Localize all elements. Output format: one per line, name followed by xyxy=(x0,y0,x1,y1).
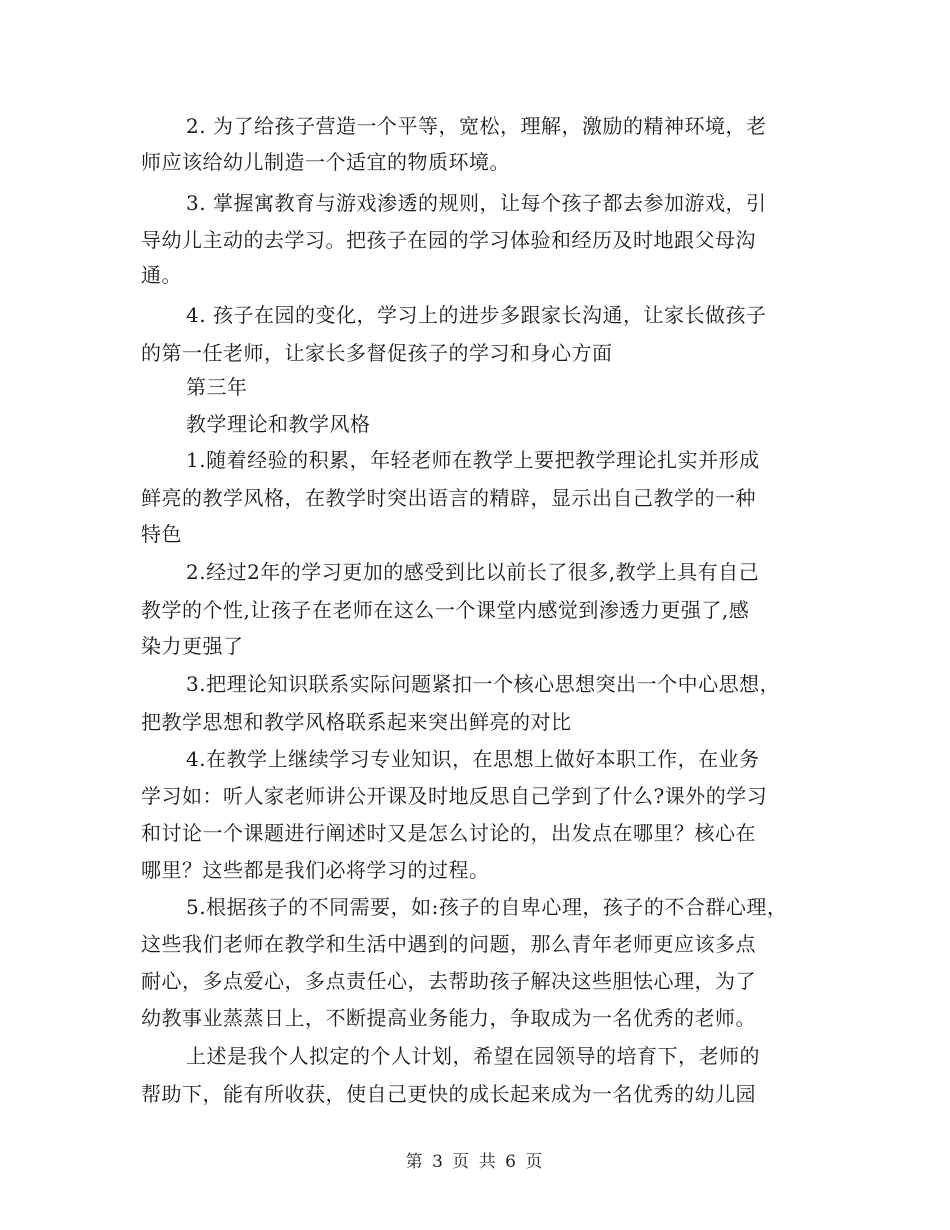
text-line: 导幼儿主动的去学习。把孩子在园的学习体验和经历及时地跟父母沟 xyxy=(141,228,756,252)
text-line: 幼教事业蒸蒸日上，不断提高业务能力，争取成为一名优秀的老师。 xyxy=(141,1006,756,1030)
text-line: 耐心，多点爱心，多点责任心，去帮助孩子解决这些胆怯心理，为了 xyxy=(141,969,756,993)
text-line: 通。 xyxy=(141,263,182,287)
text-line: 特色 xyxy=(141,522,182,546)
text-line: 的第一任老师，让家长多督促孩子的学习和身心方面 xyxy=(141,341,613,365)
text-line: 教学的个性,让孩子在老师在这么一个课堂内感觉到渗透力更强了,感 xyxy=(141,598,750,622)
text-line: 鲜亮的教学风格，在教学时突出语言的精辟，显示出自己教学的一种 xyxy=(141,486,756,510)
text-line: 帮助下，能有所收获，使自己更快的成长起来成为一名优秀的幼儿园 xyxy=(141,1082,756,1106)
text-line: 师应该给幼儿制造一个适宜的物质环境。 xyxy=(141,150,510,174)
text-line: 1.随着经验的积累，年轻老师在教学上要把教学理论扎实并形成 xyxy=(186,448,760,472)
section-subheading: 教学理论和教学风格 xyxy=(186,412,371,436)
text-line: 学习如：听人家老师讲公开课及时地反思自己学到了什么?课外的学习 xyxy=(141,784,768,808)
text-line: 把教学思想和教学风格联系起来突出鲜亮的对比 xyxy=(141,710,572,734)
text-line: 4. 孩子在园的变化，学习上的进步多跟家长沟通，让家长做孩子 xyxy=(186,303,767,327)
text-line: 3. 掌握寓教育与游戏渗透的规则，让每个孩子都去参加游戏，引 xyxy=(186,191,767,215)
text-line: 4.在教学上继续学习专业知识，在思想上做好本职工作，在业务 xyxy=(186,747,760,771)
text-line: 5.根据孩子的不同需要，如:孩子的自卑心理，孩子的不合群心理， xyxy=(186,895,788,919)
text-line: 哪里？这些都是我们必将学习的过程。 xyxy=(141,858,490,882)
page-number-footer: 第 3 页 共 6 页 xyxy=(405,1152,545,1172)
section-heading: 第三年 xyxy=(186,375,248,399)
text-line: 3.把理论知识联系实际问题紧扣一个核心思想突出一个中心思想， xyxy=(186,672,781,696)
text-line: 2.经过2年的学习更加的感受到比以前长了很多,教学上具有自己 xyxy=(186,560,760,584)
text-line: 这些我们老师在教学和生活中遇到的问题，那么青年老师更应该多点 xyxy=(141,932,756,956)
text-line: 2. 为了给孩子营造一个平等，宽松，理解，激励的精神环境，老 xyxy=(186,114,767,138)
text-line: 染力更强了 xyxy=(141,634,244,658)
text-line: 和讨论一个课题进行阐述时又是怎么讨论的，出发点在哪里？核心在 xyxy=(141,821,756,845)
text-line: 上述是我个人拟定的个人计划，希望在园领导的培育下，老师的 xyxy=(186,1044,760,1068)
